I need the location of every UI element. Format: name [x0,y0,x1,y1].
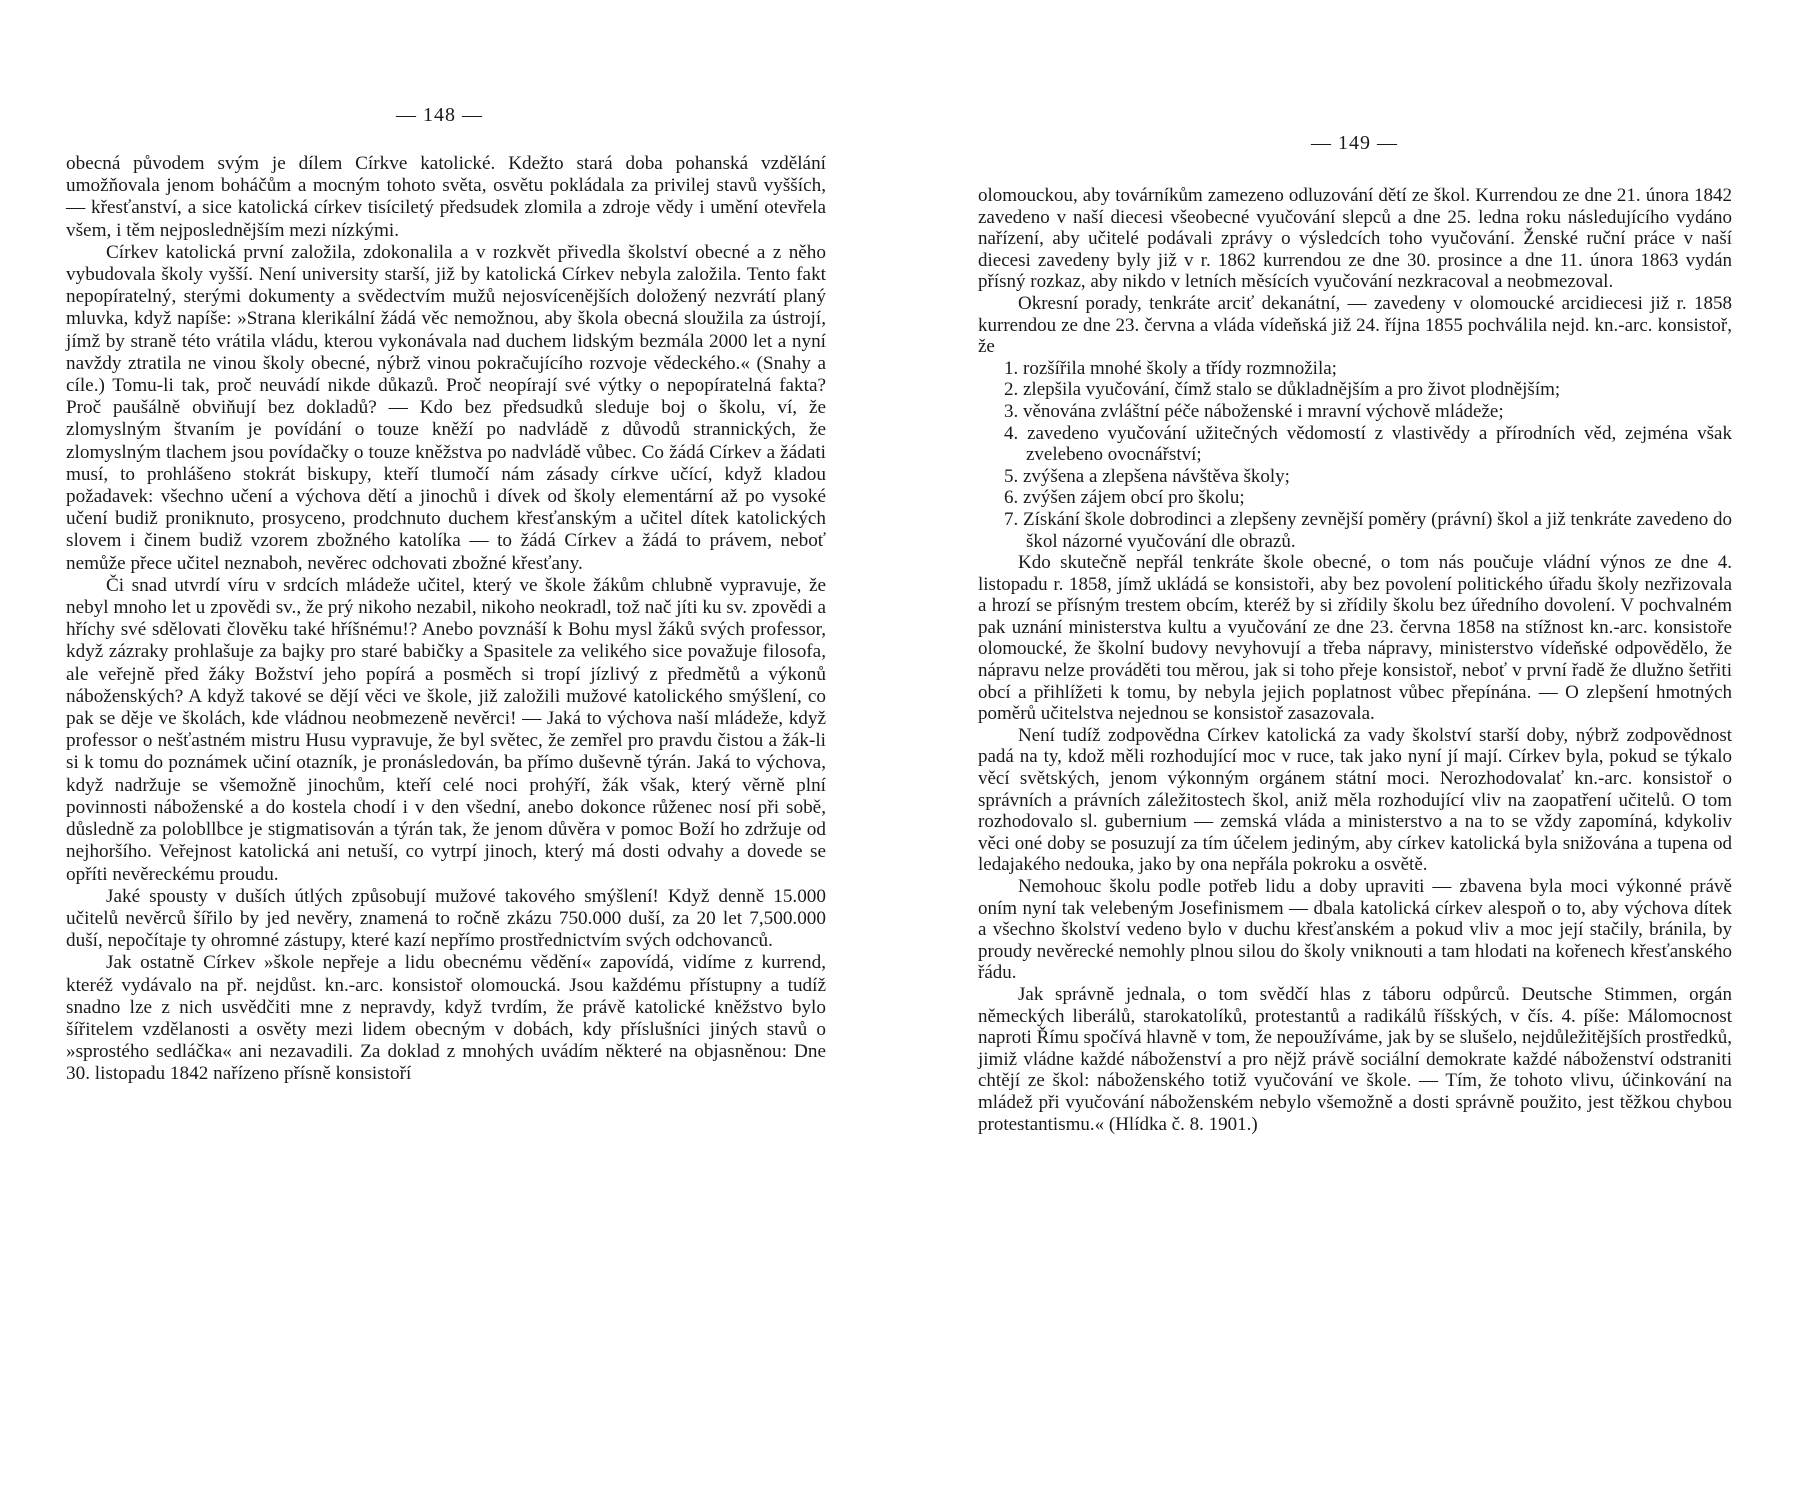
paragraph: obecná původem svým je dílem Církve katolické. Kdežto stará doba pohanská vzdělání umožňovala jenom boháčům a mocným tohoto světa, osvětu pokládala za privilej stavů vyšších, — křesťanství, a sice katolická církev tisíciletý předsudek zlomila a zdroje vědy i umění otevřela všem, i těm nejposlednějším mezi nízkými. [66,153,826,241]
list-item: 6. zvýšen zájem obcí pro školu; [1004,487,1245,509]
list-item: 1. rozšířila mnohé školy a třídy rozmnožila; [1004,357,1337,379]
page-number: — 149 — [1311,132,1398,154]
list-item: 5. zvýšena a zlepšena návštěva školy; [1004,465,1290,487]
paragraph: Není tudíž zodpovědna Církev katolická za vady školství starší doby, nýbrž zodpovědnost padá na ty, kdož měli rozhodující moc v ruce, tak jako nyní jí mají. Církev byla, pokud se týkalo věcí světských, jenom výkonným orgánem státní moci. Nerozhodovalať kn.-arc. konsistoř o správních a právních záležitostech škol, aniž měla rozhodující vliv na zaopatření učitelů. O tom rozhodovalo sl. gubernium — zemská vláda a ministerstvo a na to se vždy zapomíná, kdykoliv věci oné doby se posuzují za tím účelem jediným, aby církev katolická byla snižována a tupena od ledajakého nedouka, jako by ona nepřála pokroku a osvětě. [978,724,1732,876]
paragraph: Církev katolická první založila, zdokonalila a v rozkvět přivedla školství obecné a z něho vybudovala školy vyšší. Není university starší, již by katolická Církev nebyla založila. Tento fakt nepopíratelný, sterými dokumenty a svědectvím mužů nejosvícenějších doložený nezvrátí planý mluvka, když napíše: »Strana klerikální žádá věc nemožnou, aby škola obecná sloužila za ústrojí, jímž by straně této vrátila vládu, kterou vykonávala nad duchem lidským bezmála 2000 let a nyní navždy ztratila ne vinou školy obecné, nýbrž vinou pokračujícího rozvoje vědeckého.« (Snahy a cíle.) Tomu-li tak, proč neuvádí nikde důkazů. Proč neopírají své výtky o nepopíratelná fakta? Proč paušálně obviňují bez dokladů? — Kdo bez předsudků sleduje boj o školu, ví, že zlomyslným štvaním je povídání o touze kněží po nadvládě z důvodů strannických, že zlomyslným tlachem jsou povídačky o touze kněžstva po nadvládě vůbec. Co žádá Církev a žádati musí, to prohlášeno stokrát biskupy, kteří tlumočí nám zásady církve učící, když kladou požadavek: všechno učení a výchova dětí a jinochů i dívek od školy elementární až po vysoké učení budiž proniknuto, prosyceno, prodchnuto duchem křesťanským a učitel dítek katolických slovem i činem budiž vzorem zbožného katolíka — to žádá Církev a žádá to právem, neboť nemůže přece učitel neznaboh, nevěrec odchovati zbožné křesťany. [66,241,826,574]
list-item: 7. Získání škole dobrodinci a zlepšeny zevnější poměry (právní) škol a již tenkráte zavedeno do škol názorné vyučování dle obrazů. [1004,508,1732,552]
page-body [978,185,1732,1135]
paragraph: olomouckou, aby továrníkům zamezeno odluzování dětí ze škol. Kurrendou ze dne 21. února 1842 zavedeno v naší diecesi všeobecné vyučování slepců a dne 25. ledna roku následujícího vydáno nařízení, aby učitelé podávali zprávy o výsledcích toho vyučování. Ženské ruční práce v naší diecesi zavedeny byly již v r. 1862 kurrendou ze dne 30. prosince a dne 11. února 1863 vydán přísný rozkaz, aby nikdo v letních měsících vyučování nezkracoval a neobmezoval. [978,185,1732,293]
paragraph: Nemohouc školu podle potřeb lidu a doby upraviti — zbavena byla moci výkonné právě oním nyní tak velebeným Josefinismem — dbala katolická církev alespoň o to, aby výchova dítek a všechno školství vedeno bylo v duchu křesťanském a pokud vliv a moc její stačily, bránila, by proudy nevěrecké nemohly plnou silou do školy vniknouti a tam hlodati na kořenech křesťanského řádu. [978,876,1732,984]
list-item: 2. zlepšila vyučování, čímž stalo se důkladnějším a pro život plodnějším; [1004,379,1561,401]
paragraph: Či snad utvrdí víru v srdcích mládeže učitel, který ve škole žákům chlubně vypravuje, že nebyl mnoho let u zpovědi sv., že prý nikoho nezabil, nikoho neokradl, tož nač jíti ku sv. zpovědi a hříchy své sdělovati člověku také hříšnému!? Anebo povznáší k Bohu mysl žáků svých professor, když zázraky prohlašuje za bajky pro staré babičky a Spasitele za velikého sice považuje filosofa, ale veřejně před žáky Božství jeho popírá a posměch si tropí jízlivý z předmětů a výkonů náboženských? A když takové se dějí věci ve škole, již založili mužové katolického smýšlení, co pak se děje ve školách, kde vládnou neobmezeně nevěrci! — Jaká to výchova naší mládeže, když professor o nešťastném mistru Husu vypravuje, že byl světec, že zemřel pro pravdu čistou a žák-li si k tomu do poznámek učiní otazník, je pronásledován, ba přímo duševně týrán. Jaká to výchova, když nadržuje se všemožně jinochům, kteří celé noci prohýří, žák však, který věrně plní povinnosti náboženské a do kostela chodí i v den všední, anebo dokonce růženec nosí při sobě, důsledně za polobllbce je stigmatisován a týrán tak, že jenom důvěra v pomoc Boží ho zdržuje od nejhoršího. Veřejnost katolická ani netuší, co vytrpí jinoch, který má dosti odvahy a dovede se opříti nevěreckému proudu. [66,574,826,885]
paragraph: Kdo skutečně nepřál tenkráte škole obecné, o tom nás poučuje vládní výnos ze dne 4. listopadu r. 1858, jímž ukládá se konsistoři, aby bez povolení politického úřadu školy nezřizovala a hrozí se přísným trestem obcím, kteréž by si zřídily školu bez úředního dovolení. V pochvalném pak uznání ministerstva kultu a vyučování ze dne 23. června 1858 na stížnost kn.-arc. konsistoře olomoucké, že školní budovy nevyhovují a třeba nápravy, ministerstvo vídeňské odpovědělo, že nápravu nelze prováděti tou měrou, jak si toho přeje konsistoř, neboť v první řadě že dlužno šetřiti obcí a přihlížeti k tomu, by nebyla jejich poplatnost vůbec přepínána. — O zlepšení hmotných poměrů učitelstva nejednou se konsistoř zasazovala. [978,552,1732,725]
page-number: — 148 — [396,104,483,126]
paragraph: Jak správně jednala, o tom svědčí hlas z táboru odpůrců. Deutsche Stimmen, orgán německých liberálů, starokatolíků, protestantů a radikálů říšských, v čís. 4. píše: Málomocnost naproti Římu spočívá hlavně v tom, že nepoužíváme, jak by se slušelo, nejdůležitějších prostředků, jimiž vládne každé náboženství a pro nějž právě sociální demokrate každé náboženství odstraniti chtějí ze škol: náboženského totiž vyučování ve škole. — Tím, že tohoto vlivu, účinkování na mládež při vyučování náboženském nebylo všemožně a dosti správně použito, jest těžkou chybou protestantismu.« (Hlídka č. 8. 1901.) [978,983,1733,1135]
list-item: 3. věnována zvláštní péče náboženské i mravní výchově mládeže; [1004,400,1504,422]
list-item: 4. zavedeno vyučování užitečných vědomostí z vlastivědy a přírodních věd, zejména však zvelebeno ovocnářství; [1004,422,1732,466]
paragraph: Okresní porady, tenkráte arciť dekanátní, — zavedeny v olomoucké arcidiecesi již r. 1858 kurrendou ze dne 23. června a vláda vídeňská již 24. října 1855 pochválila nejd. kn.-arc. konsistoř, že [978,292,1732,358]
paragraph: Jaké spousty v duších útlých způsobují mužové takového smýšlení! Když denně 15.000 učitelů nevěrců šířilo by jed nevěry, znamená to ročně zkázu 750.000 duší, za 20 let 7,500.000 duší, nepočítaje ty ohromné zástupy, které kazí nepřímo prostřednictvím svých odchovanců. [66,885,826,952]
page-body [66,153,826,1086]
paragraph: Jak ostatně Církev »škole nepřeje a lidu obecnému vědění« zapovídá, vidíme z kurrend, kteréž vydávalo na př. nejdůst. kn.-arc. konsistoř olomoucká. Jsou každému přístupny a tudíž snadno lze z nich usvědčiti mne z nepravdy, když tvrdím, že právě katolické kněžstvo bylo šířitelem vzdělanosti a osvěty mezi lidem obecným v dobách, kdy příslušníci jiných stavů o »sprostého sedláčka« ani nezavadili. Za doklad z mnohých uvádím některé na objasněnou: Dne 30. listopadu 1842 nařízeno přísně konsistoří [66,952,826,1085]
